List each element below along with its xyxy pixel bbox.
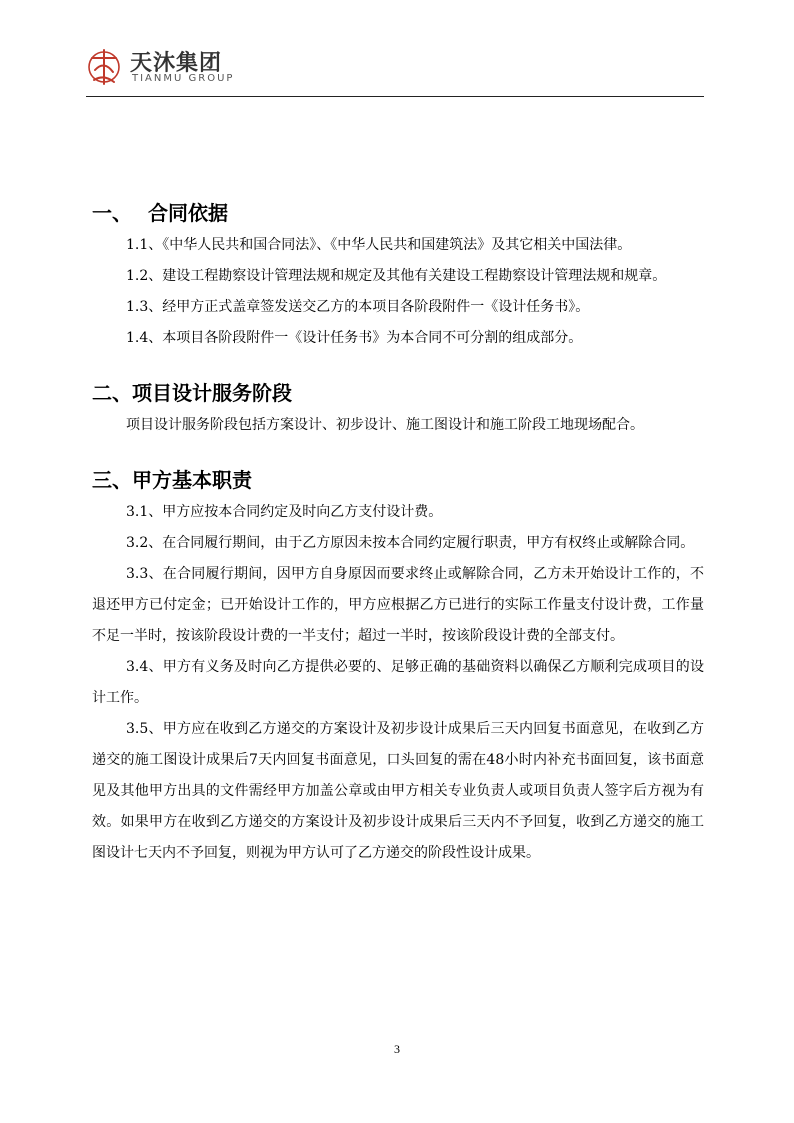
clause: 3.4、甲方有义务及时向乙方提供必要的、足够正确的基础资料以确保乙方顺利完成项目的设计工作。	[92, 659, 704, 706]
section-number: 二、	[92, 381, 132, 405]
section-number: 一、	[92, 201, 132, 225]
document-body	[92, 196, 704, 869]
section-title: 项目设计服务阶段	[132, 381, 292, 405]
clause: 1.2、建设工程勘察设计管理法规和规定及其他有关建设工程勘察设计管理法规和规章。	[126, 268, 667, 284]
clause: 项目设计服务阶段包括方案设计、初步设计、施工图设计和施工阶段工地现场配合。	[126, 417, 644, 433]
section-heading	[92, 196, 704, 230]
clause: 3.1、甲方应按本合同约定及时向乙方支付设计费。	[126, 504, 443, 520]
section-number: 三、	[92, 468, 132, 492]
tianmu-logo-icon	[86, 44, 122, 90]
clause: 3.2、在合同履行期间，由于乙方原因未按本合同约定履行职责，甲方有权终止或解除合同。	[126, 535, 695, 551]
section-service-stages	[92, 376, 704, 441]
company-name-cn: 天沐集团	[130, 51, 223, 76]
section-heading	[92, 376, 704, 410]
clause: 3.5、甲方应在收到乙方递交的方案设计及初步设计成果后三天内回复书面意见，在收到乙方递交的施工图设计成果后7天内回复书面意见，口头回复的需在48小时内补充书面回复，该书面意见及其他甲方出具的文件需经甲方加盖公章或由甲方相关专业负责人或项目负责人签字后方视为有效。如果甲方在收到乙方递交的方案设计及初步设计成果后三天内不予回复，收到乙方递交的施工图设计七天内不予回复，则视为甲方认可了乙方递交的阶段性设计成果。	[92, 721, 704, 861]
clause: 1.4、本项目各阶段附件一《设计任务书》为本合同不可分割的组成部分。	[126, 330, 583, 346]
page-header	[86, 40, 706, 92]
page-number: 3	[394, 1042, 400, 1056]
company-name-en: TIANMU GROUP	[132, 73, 235, 84]
section-title: 甲方基本职责	[132, 468, 252, 492]
clause: 3.3、在合同履行期间，因甲方自身原因而要求终止或解除合同，乙方未开始设计工作的，不退还甲方已付定金；已开始设计工作的，甲方应根据乙方已进行的实际工作量支付设计费，工作量不足一半时，按该阶段设计费的一半支付；超过一半时，按该阶段设计费的全部支付。	[92, 566, 704, 644]
section-basis	[92, 196, 704, 354]
section-heading	[92, 463, 704, 497]
section-client-duties	[92, 463, 704, 869]
header-rule	[86, 96, 704, 97]
clause: 1.3、经甲方正式盖章签发送交乙方的本项目各阶段附件一《设计任务书》。	[126, 299, 590, 315]
clause: 1.1、《中华人民共和国合同法》、《中华人民共和国建筑法》及其它相关中国法律。	[126, 237, 632, 253]
section-title: 合同依据	[148, 201, 228, 225]
